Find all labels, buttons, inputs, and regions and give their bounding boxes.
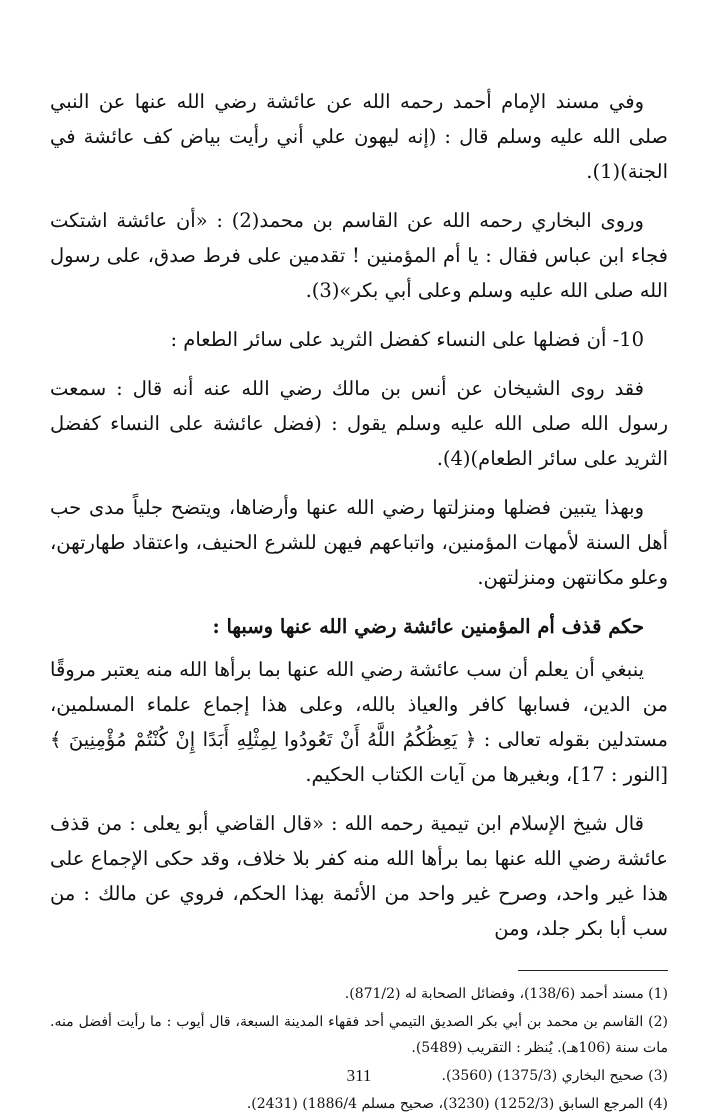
paragraph-5: وبهذا يتبين فضلها ومنزلتها رضي الله عنها وأرضاها، ويتضح جلياً مدى حب أهل السنة لأمهات المؤمنين، واتباعهم فيهن للشرع الحنيف، واعتقاد طهارتهن، وعلو مكانتهن ومنزلتهن. xyxy=(50,496,668,589)
page-number: 311 xyxy=(346,1066,372,1085)
footnote-3: (3) صحيح البخاري (1375/3) (3560). xyxy=(441,1068,668,1084)
footnote-2: (2) القاسم بن محمد بن أبي بكر الصديق التيمي أحد فقهاء المدينة السبعة، قال أيوب : ما رأيت أفضل منه. مات سنة (106هـ). يُنظر : التقريب (5489). xyxy=(50,1014,668,1056)
footnote-4: (4) المرجع السابق (1252/3) (3230)، صحيح مسلم 1886/4) (2431). xyxy=(246,1096,668,1112)
paragraph-4: فقد روى الشيخان عن أنس بن مالك رضي الله عنه أنه قال : سمعت رسول الله صلى الله عليه وسلم يقول : (فضل عائشة على النساء كفضل الثريد على سائر الطعام)(4). xyxy=(50,377,668,470)
paragraph-7: قال شيخ الإسلام ابن تيمية رحمه الله : «قال القاضي أبو يعلى : من قذف عائشة رضي الله عنها بما برأها الله منه كفر بلا خلاف، وقد حكى الإجماع على هذا غير واحد، وصرح غير واحد من الأئمة بهذا الحكم، فروي عن مالك : من سب أبا بكر جلد، ومن xyxy=(50,812,668,940)
paragraph-1: وفي مسند الإمام أحمد رحمه الله عن عائشة رضي الله عنها عن النبي صلى الله عليه وسلم قال : (إنه ليهون علي أني رأيت بياض كف عائشة في الجنة)(1). xyxy=(50,90,668,183)
paragraph-6: ينبغي أن يعلم أن سب عائشة رضي الله عنها بما برأها الله منه يعتبر مروقًا من الدين، فسابها كافر والعياذ بالله، وعلى هذا إجماع علماء المسلمين، مستدلين بقوله تعالى : ﴿ يَعِظُكُمُ اللَّهُ أَنْ تَعُودُوا لِمِثْلِهِ أَبَدًا إِنْ كُنْتُمْ مُؤْمِنِينَ ﴾ [النور : 17]، وبغيرها من آيات الكتاب الحكيم. xyxy=(50,658,668,786)
body-text xyxy=(50,84,668,946)
paragraph-3: 10- أن فضلها على النساء كفضل الثريد على سائر الطعام : xyxy=(170,328,644,351)
footnote-divider xyxy=(518,970,668,971)
footnote-1: (1) مسند أحمد (138/6)، وفضائل الصحابة له (871/2). xyxy=(344,986,668,1002)
section-heading: حكم قذف أم المؤمنين عائشة رضي الله عنها وسبها : xyxy=(212,615,644,638)
footnotes xyxy=(50,981,668,1117)
paragraph-2: وروى البخاري رحمه الله عن القاسم بن محمد(2) : «أن عائشة اشتكت فجاء ابن عباس فقال : يا أم المؤمنين ! تقدمين على فرط صدق، على رسول الله صلى الله عليه وسلم وعلى أبي بكر»(3). xyxy=(50,209,668,302)
